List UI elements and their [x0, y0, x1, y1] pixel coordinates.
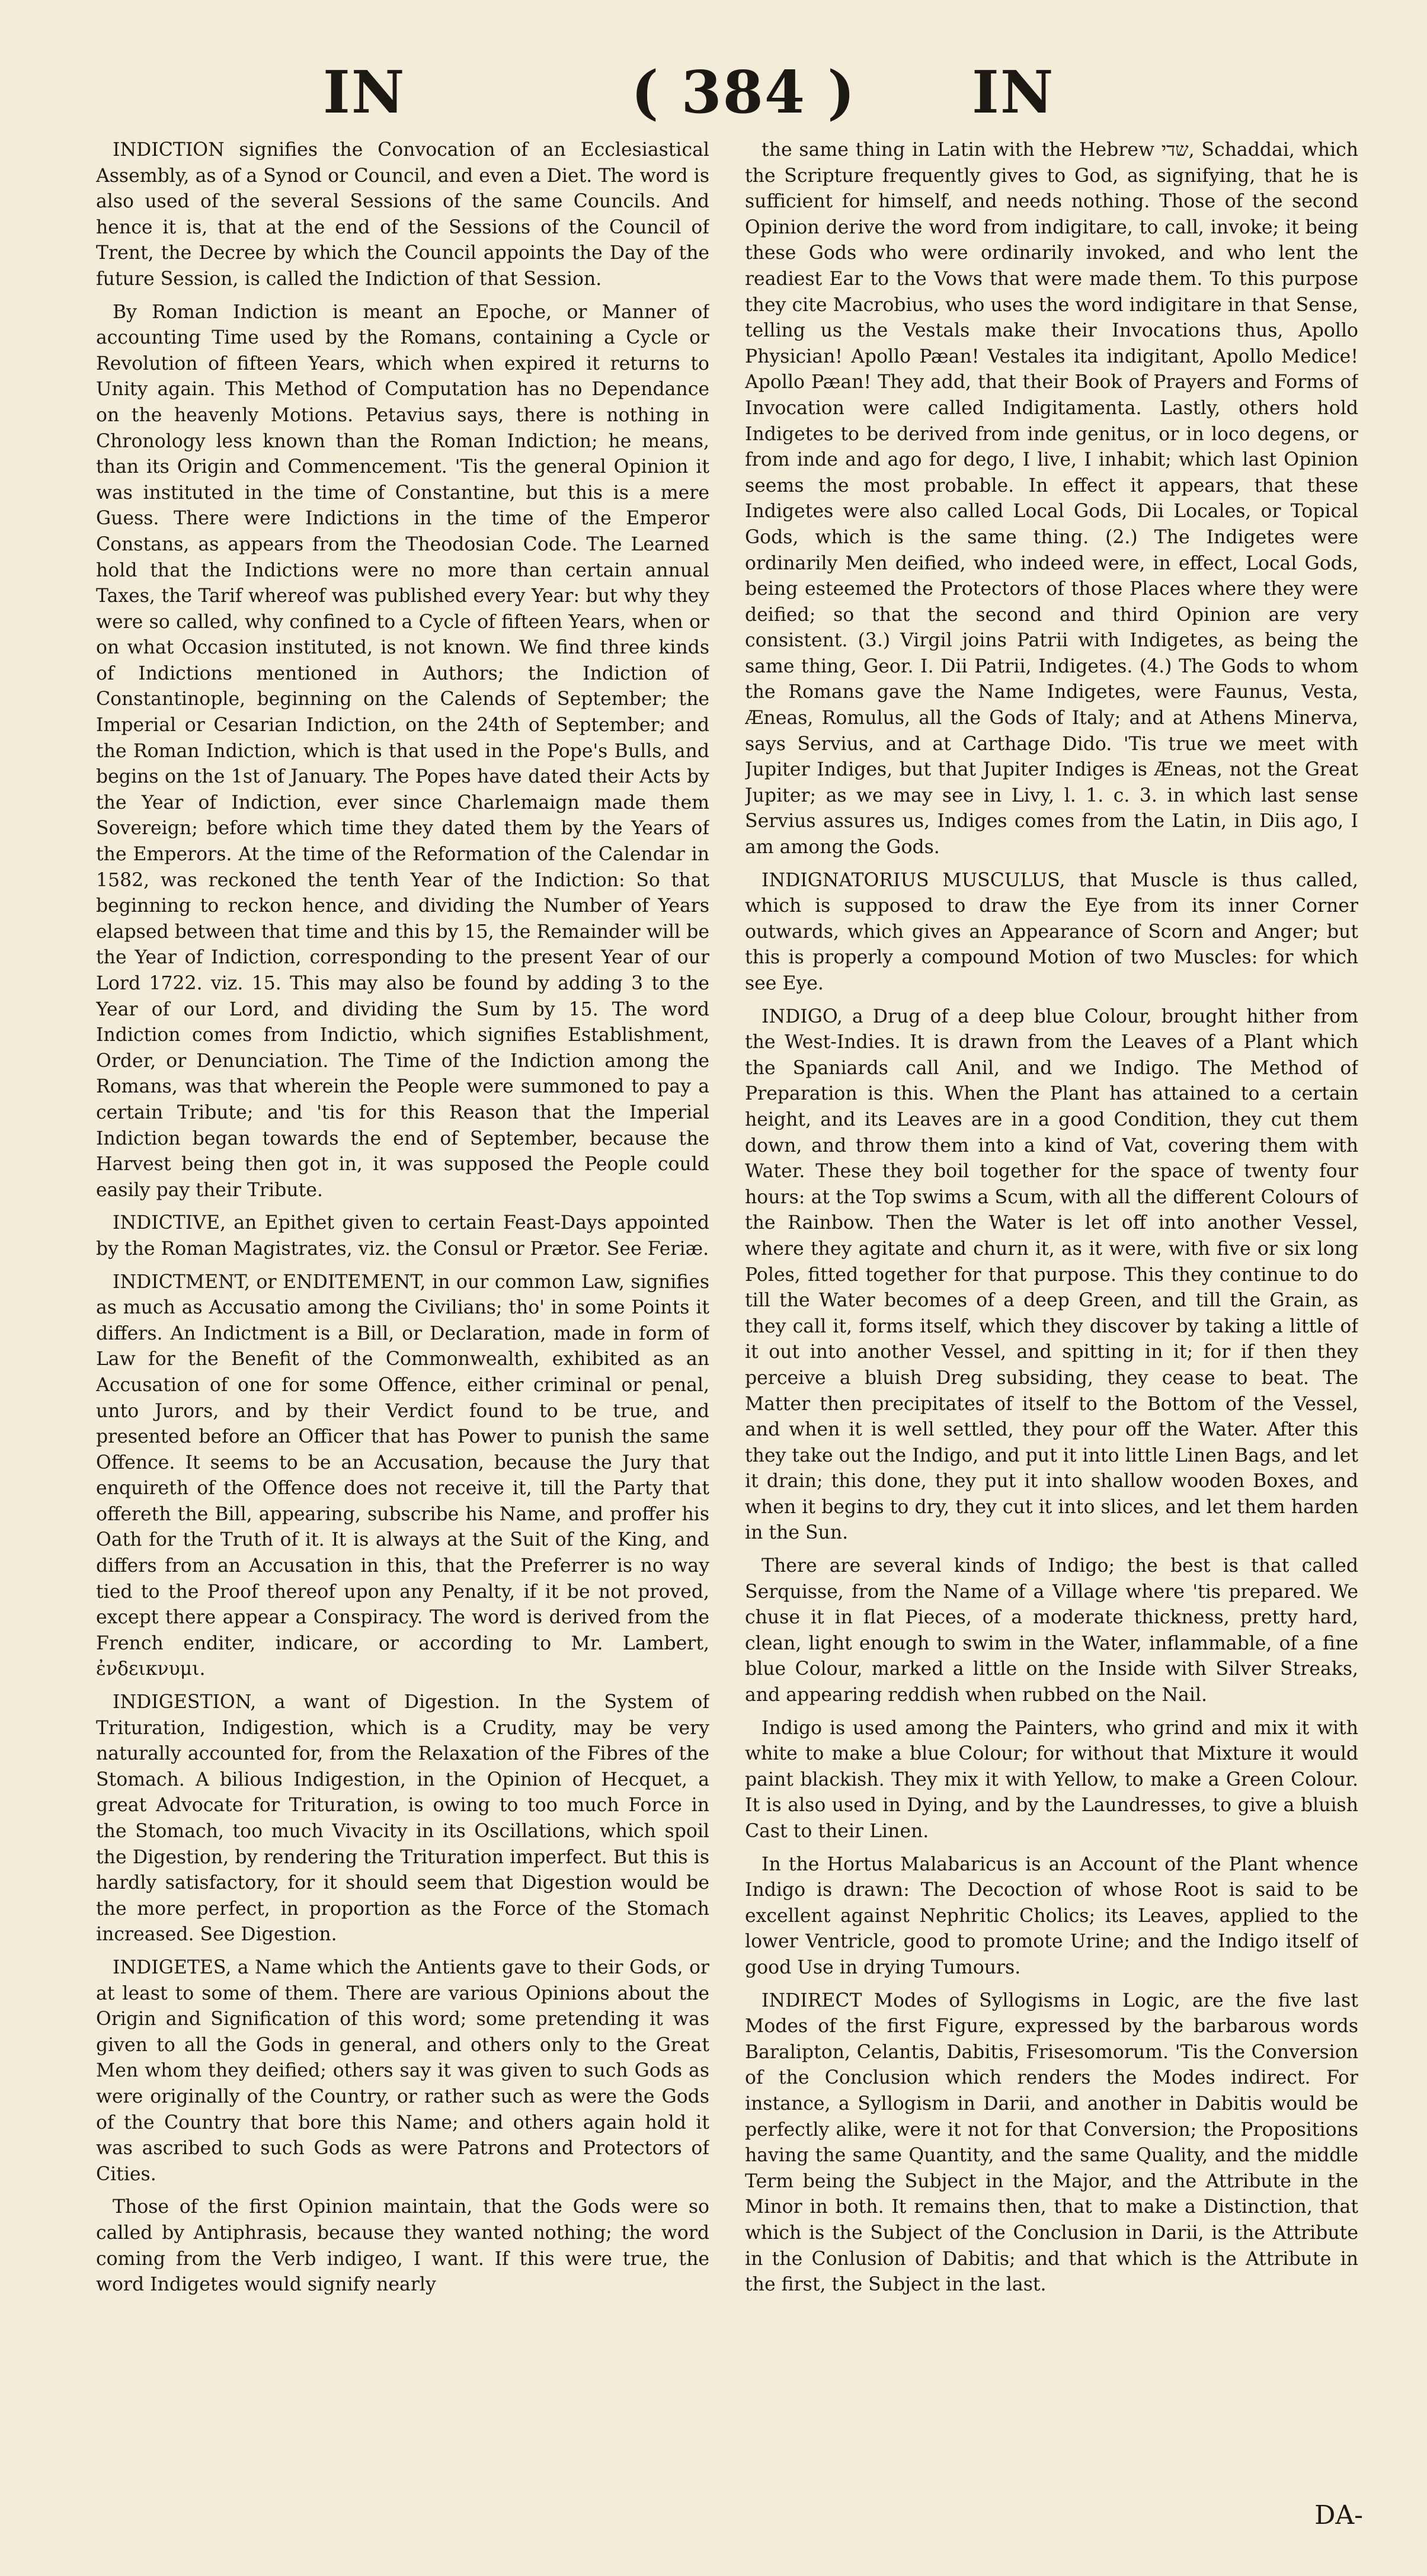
entry-indigo-uses: Indigo is used among the Painters, who grind and mix it with white to make a blue Colour; for without that Mixture it would paint blackish. They mix it with Yellow, to make a Green Colour. It is also used in Dying, and by the Laundresses, to give a bluish Cast to their Linen.: [745, 1717, 1358, 1842]
entry-indigetes-continuation: the same thing in Latin with the Hebrew שדי, Schaddai, which the Scripture frequently gives to God, as signifying, that he is sufficient for himself, and needs nothing. Those of the second Opinion derive the word from indigitare, to call, invoke; it being these Gods who were ordinarily invoked, and who lent the readiest Ear to the Vows that were made them. To this purpose they cite Macrobius, who uses the word indigitare in that Sense, telling us the Vestals make their Invocations thus, Apollo Physician! Apollo Pæan! Vestales ita indigitant, Apollo Medice! Apollo Pæan! They add, that their Book of Prayers and Forms of Invocation were called Indigitamenta. Lastly, others hold Indigetes to be derived from inde genitus, or in loco degens, or from inde and ago for dego, I live, I inhabit; which last Opinion seems the most probable. In effect it appears, that these Indigetes were also called Local Gods, Dii Locales, or Topical Gods, which is the same thing. (2.) The Indigetes were ordinarily Men deified, who indeed were, in effect, Local Gods, being esteemed the Protectors of those Places where they were deified; so that the second and third Opinion are very consistent. (3.) Virgil joins Patrii with Indigetes, as being the same thing, Geor. I. Dii Patrii, Indigetes. (4.) The Gods to whom the Romans gave the Name Indigetes, were Faunus, Vesta, Æneas, Romulus, all the Gods of Italy; and at Athens Minerva, says Servius, and at Carthage Dido. 'Tis true we meet with Jupiter Indiges, but that Jupiter Indiges is Æneas, not the Great Jupiter; as we may see in Livy, l. 1. c. 3. in which last sense Servius assures us, Indiges comes from the Latin, in Diis ago, I am among the Gods.: [745, 139, 1358, 858]
entry-indigo: INDIGO, a Drug of a deep blue Colour, brought hither from the West-Indies. It is drawn from the Leaves of a Plant which the Spaniards call Anil, and we Indigo. The Method of Preparation is this. When the Plant has attained to a certain height, and its Leaves are in a good Condition, they cut them down, and throw them into a kind of Vat, covering them with Water. These they boil together for the space of twenty four hours: at the Top swims a Scum, with all the different Colours of the Rainbow. Then the Water is let off into another Vessel, where they agitate and churn it, as it were, with five or six long Poles, fitted together for that purpose. This they continue to do till the Water becomes of a deep Green, and till the Grain, as they call it, forms itself, which they discover by taking a little of it out into another Vessel, and spitting in it; for if then they perceive a bluish Dreg subsiding, they cease to beat. The Matter then precipitates of itself to the Bottom of the Vessel, and when it is well settled, they pour off the Water. After this they take out the Indigo, and put it into little Linen Bags, and let it drain; this done, they put it into shallow wooden Boxes, and when it begins to dry, they cut it into slices, and let them harden in the Sun.: [745, 1005, 1358, 1544]
entry-indigestion: INDIGESTION, a want of Digestion. In the System of Trituration, Indigestion, which is a Crudity, may be very naturally accounted for, from the Relaxation of the Fibres of the Stomach. A bilious Indigestion, in the Opinion of Hecquet, a great Advocate for Trituration, is owing to too much Force in the Stomach, too much Vivacity in its Oscillations, which spoil the Digestion, by rendering the Trituration imperfect. But this is hardly satisfactory, for it should seem that Digestion would be the more perfect, in proportion as the Force of the Stomach increased. See Digestion.: [96, 1691, 709, 1946]
entry-indignatorius-musculus: INDIGNATORIUS MUSCULUS, that Muscle is thus called, which is supposed to draw the Eye from its inner Corner outwards, which gives an Appearance of Scorn and Anger; but this is properly a compound Motion of two Muscles: for which see Eye.: [745, 869, 1358, 994]
entry-indigetes-continued: Those of the first Opinion maintain, that the Gods were so called by Antiphrasis, because they wanted nothing; the word coming from the Verb indigeo, I want. If this were true, the word Indigetes would signify nearly: [96, 2196, 709, 2296]
entry-indigo-kinds: There are several kinds of Indigo; the best is that called Serquisse, from the Name of a Village where 'tis prepared. We chuse it in flat Pieces, of a moderate thickness, pretty hard, clean, light enough to swim in the Water, inflammable, of a fine blue Colour, marked a little on the Inside with Silver Streaks, and appearing reddish when rubbed on the Nail.: [745, 1555, 1358, 1706]
entry-indirect: INDIRECT Modes of Syllogisms in Logic, are the five last Modes of the first Figure, expressed by the barbarous words Baralipton, Celantis, Dabitis, Frisesomorum. 'Tis the Conversion of the Conclusion which renders the Modes indirect. For instance, a Syllogism in Darii, and another in Dabitis would be perfectly alike, were it not for that Conversion; the Propositions having the same Quantity, and the same Quality, and the middle Term being the Subject in the Major, and the Attribute in the Minor in both. It remains then, that to make a Distinction, that which is the Subject of the Conclusion in Darii, is the Attribute in the Conlusion of Dabitis; and that which is the Attribute in the first, the Subject in the last.: [745, 1989, 1358, 2296]
page-number: ( 384 ): [631, 59, 856, 127]
entry-indiction: INDICTION signifies the Convocation of an Ecclesiastical Assembly, as of a Synod or Council, and even a Diet. The word is also used of the several Sessions of the same Councils. And hence it is, that at the end of the Sessions of the Council of Trent, the Decree by which the Council appoints the Day of the future Session, is called the Indiction of that Session.: [96, 139, 709, 290]
running-head-right: IN: [972, 59, 1055, 127]
running-head-left: IN: [323, 59, 406, 127]
entry-roman-indiction: By Roman Indiction is meant an Epoche, or Manner of accounting Time used by the Romans, containing a Cycle or Revolution of fifteen Years, which when expired it returns to Unity again. This Method of Computation has no Dependance on the heavenly Motions. Petavius says, there is nothing in Chronology less known than the Roman Indiction; he means, than its Origin and Commencement. 'Tis the general Opinion it was instituted in the time of Constantine, but this is a mere Guess. There were Indictions in the time of the Emperor Constans, as appears from the Theodosian Code. The Learned hold that the Indictions were no more than certain annual Taxes, the Tarif whereof was published every Year: but why they were so called, why confined to a Cycle of fifteen Years, when or on what Occasion instituted, is not known. We find three kinds of Indictions mentioned in Authors; the Indiction of Constantinople, beginning on the Calends of September; the Imperial or Cesarian Indiction, on the 24th of September; and the Roman Indiction, which is that used in the Pope's Bulls, and begins on the 1st of January. The Popes have dated their Acts by the Year of Indiction, ever since Charlemaign made them Sovereign; before which time they dated them by the Years of the Emperors. At the time of the Reformation of the Calendar in 1582, was reckoned the tenth Year of the Indiction: So that beginning to reckon hence, and dividing the Number of Years elapsed between that time and this by 15, the Remainder will be the Year of Indiction, corresponding to the present Year of our Lord 1722. viz. 15. This may also be found by adding 3 to the Year of our Lord, and dividing the Sum by 15. The word Indiction comes from Indictio, which signifies Establishment, Order, or Denunciation. The Time of the Indiction among the Romans, was that wherein the People were summoned to pay a certain Tribute; and 'tis for this Reason that the Imperial Indiction began towards the end of September, because the Harvest being then got in, it was supposed the People could easily pay their Tribute.: [96, 301, 709, 1201]
catchword: DA-: [1314, 2500, 1363, 2530]
entry-indigetes: INDIGETES, a Name which the Antients gave to their Gods, or at least to some of them. There are various Opinions about the Origin and Signification of this word; some pretending it was given to all the Gods in general, and others only to the Great Men whom they deified; others say it was given to such Gods as were originally of the Country, or rather such as were the Gods of the Country that bore this Name; and others again hold it was ascribed to such Gods as were Patrons and Protectors of Cities.: [96, 1956, 709, 2185]
entry-indictive: INDICTIVE, an Epithet given to certain Feast-Days appointed by the Roman Magistrates, viz. the Consul or Prætor. See Feriæ.: [96, 1212, 709, 1260]
entry-indigo-hortus: In the Hortus Malabaricus is an Account of the Plant whence Indigo is drawn: The Decoction of whose Root is said to be excellent against Nephritic Cholics; its Leaves, applied to the lower Ventricle, good to promote Urine; and the Indigo itself of good Use in drying Tumours.: [745, 1853, 1358, 1978]
left-column: [96, 137, 709, 2484]
entry-indictment: INDICTMENT, or ENDITEMENT, in our common Law, signifies as much as Accusatio among the Civilians; tho' in some Points it differs. An Indictment is a Bill, or Declaration, made in form of Law for the Benefit of the Commonwealth, exhibited as an Accusation of one for some Offence, either criminal or penal, unto Jurors, and by their Verdict found to be true, and presented before an Officer that has Power to punish the same Offence. It seems to be an Accusation, because the Jury that enquireth of the Offence does not receive it, till the Party that offereth the Bill, appearing, subscribe his Name, and proffer his Oath for the Truth of it. It is always at the Suit of the King, and differs from an Accusation in this, that the Preferrer is no way tied to the Proof thereof upon any Penalty, if it be not proved, except there appear a Conspiracy. The word is derived from the French enditer, indicare, or according to Mr. Lambert, ἐνδεικνυμι.: [96, 1271, 709, 1680]
right-column: [745, 137, 1358, 2484]
